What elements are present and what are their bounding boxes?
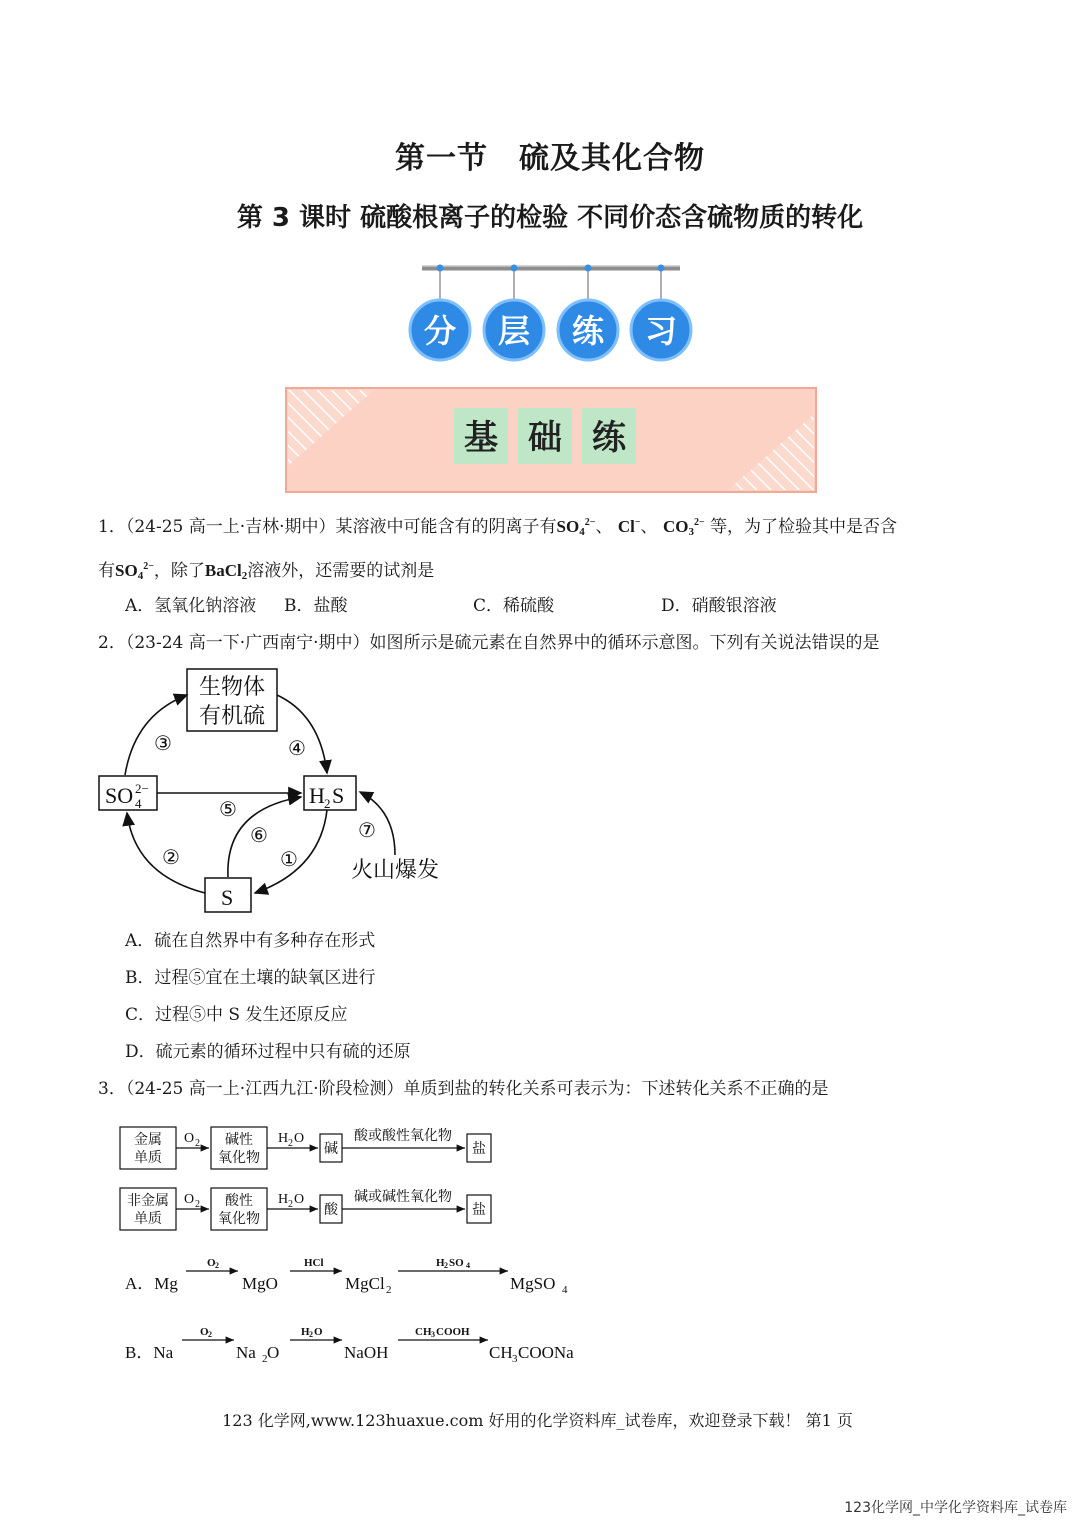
q1-stem-text-2: 等，为了检验其中是否含 [710, 517, 898, 537]
svg-text:3: 3 [512, 1353, 518, 1365]
svg-text:CH: CH [415, 1326, 432, 1338]
svg-text:2: 2 [262, 1353, 268, 1365]
q2-option-a[interactable]: A．硫在自然界中有多种存在形式 [125, 931, 376, 951]
q2-stem: 2．（23-24 高一下·广西南宁·期中）如图所示是硫元素在自然界中的循环示意图。下列有关说法错误的是 [98, 633, 880, 653]
acid-box: 酸 [324, 1202, 338, 1218]
page-title: 第一节 硫及其化合物 [395, 141, 705, 176]
q1-option-c[interactable]: C．稀硫酸 [473, 596, 555, 616]
box-organism-line2: 有机硫 [198, 704, 266, 729]
svg-text:COONa: COONa [518, 1343, 574, 1362]
svg-text:B．Na: B．Na [125, 1343, 174, 1362]
svg-text:2: 2 [386, 1284, 392, 1296]
svg-text:氧化物: 氧化物 [218, 1150, 260, 1166]
label-5: ⑤ [219, 797, 237, 821]
svg-text:2: 2 [288, 1199, 293, 1210]
badge-char: 习 [644, 312, 678, 350]
svg-text:H: H [436, 1257, 445, 1269]
q1-option-d[interactable]: D．硝酸银溶液 [661, 596, 777, 616]
svg-text:2: 2 [288, 1138, 293, 1149]
box-h2s: H [309, 783, 325, 808]
svg-text:2: 2 [309, 1330, 313, 1339]
label-7: ⑦ [358, 818, 376, 842]
base-label: 碱或碱性氧化物 [354, 1189, 452, 1205]
badge-char: 层 [497, 312, 531, 350]
volcano-label: 火山爆发 [350, 858, 440, 883]
svg-text:O: O [200, 1326, 209, 1338]
q1-stem-line2: 有$SO_4^{2-}$，除了BaCl$_2$溶液外，还需要的试剂是 [98, 561, 435, 582]
svg-text:SO: SO [449, 1257, 464, 1269]
section-char: 练 [592, 418, 626, 458]
conversion-diagram [118, 1122, 498, 1234]
section-char: 础 [528, 418, 562, 458]
svg-text:单质: 单质 [134, 1211, 162, 1227]
bacl2: BaCl$_2$ [204, 561, 248, 582]
label-2: ② [162, 845, 180, 869]
box-organism-line1: 生物体 [198, 675, 266, 700]
svg-text:4: 4 [562, 1284, 568, 1296]
q1-stem: 1．（24-25 高一上·吉林·期中）某溶液中可能含有的阴离子有$SO_4^{2-}$、 Cl−、 $CO_3^{2-}$ 等，为了检验其中是否含 [98, 517, 898, 538]
svg-text:O: O [184, 1192, 195, 1207]
layered-practice-badge [400, 258, 700, 368]
salt-box: 盐 [472, 1202, 486, 1218]
q3-stem: 3．（24-25 高一上·江西九江·阶段检测）单质到盐的转化关系可表示为：下述转化关系不正确的是 [98, 1079, 829, 1099]
sulfate-ion: $SO_4^{2-}$ [556, 517, 596, 538]
badge-char: 分 [423, 312, 457, 350]
sulfate-ion: $SO_4^{2-}$ [115, 561, 154, 582]
svg-text:2: 2 [324, 796, 331, 811]
svg-text:COOH: COOH [436, 1326, 470, 1338]
watermark: 123化学网_中学化学资料库_试卷库 [844, 1500, 1067, 1516]
svg-text:A．Mg: A．Mg [125, 1274, 178, 1293]
svg-text:MgSO: MgSO [510, 1274, 556, 1293]
label-6: ⑥ [250, 823, 268, 847]
q1-option-a[interactable]: A．氢氧化钠溶液 [125, 596, 257, 616]
svg-text:2−: 2− [135, 781, 149, 796]
svg-text:O: O [294, 1131, 305, 1146]
svg-text:O: O [294, 1192, 305, 1207]
svg-text:2: 2 [195, 1199, 200, 1210]
label-4: ④ [288, 736, 306, 760]
q1-option-b[interactable]: B．盐酸 [284, 596, 348, 616]
page-subtitle: 第 3 课时 硫酸根离子的检验 不同价态含硫物质的转化 [236, 203, 864, 233]
svg-text:氧化物: 氧化物 [218, 1211, 260, 1227]
salt-box: 盐 [472, 1141, 486, 1157]
label-1: ① [280, 847, 298, 871]
page-footer: 123 化学网,www.123huaxue.com 好用的化学资料库_试卷库，欢迎登录下载！ 第1 页 [222, 1411, 853, 1430]
acid-label: 酸或酸性氧化物 [354, 1128, 452, 1144]
svg-text:CH: CH [489, 1343, 513, 1362]
svg-text:2: 2 [208, 1330, 212, 1339]
svg-text:4: 4 [466, 1261, 470, 1270]
base-box: 碱 [324, 1141, 338, 1157]
svg-text:O: O [314, 1326, 323, 1338]
q2-option-d[interactable]: D．硫元素的循环过程中只有硫的还原 [125, 1042, 411, 1062]
acidic-oxide-box: 酸性 [225, 1193, 253, 1209]
metal-element-box: 金属 [134, 1132, 162, 1148]
svg-text:3: 3 [431, 1330, 435, 1339]
svg-text:4: 4 [135, 796, 142, 811]
section-banner [284, 386, 819, 496]
q1-stem-text: 1．（24-25 高一上·吉林·期中）某溶液中可能含有的阴离子有 [98, 517, 557, 537]
svg-text:O: O [267, 1343, 280, 1362]
svg-text:Na: Na [236, 1343, 256, 1362]
svg-text:NaOH: NaOH [344, 1343, 389, 1362]
carbonate-ion: $CO_3^{2-}$ [662, 517, 705, 538]
q2-option-c[interactable]: C．过程⑤中 S 发生还原反应 [125, 1005, 348, 1025]
svg-text:2: 2 [215, 1261, 219, 1270]
q3-option-b[interactable] [120, 1321, 600, 1366]
sulfur-cycle-diagram [95, 665, 455, 920]
svg-text:O: O [207, 1257, 216, 1269]
svg-text:H: H [301, 1326, 310, 1338]
svg-text:MgO: MgO [242, 1274, 278, 1293]
label-3: ③ [154, 731, 172, 755]
box-sulfate: SO [105, 783, 134, 808]
section-char: 基 [464, 418, 498, 458]
svg-text:MgCl: MgCl [345, 1274, 385, 1293]
badge-char: 练 [571, 312, 605, 350]
q2-option-b[interactable]: B．过程⑤宜在土壤的缺氧区进行 [125, 968, 376, 988]
svg-text:O: O [184, 1131, 195, 1146]
svg-text:S: S [332, 783, 345, 808]
svg-text:HCl: HCl [304, 1257, 324, 1269]
svg-text:单质: 单质 [134, 1150, 162, 1166]
svg-text:H: H [278, 1131, 289, 1146]
svg-text:2: 2 [195, 1138, 200, 1149]
chloride-ion: Cl− [617, 517, 641, 536]
nonmetal-element-box: 非金属 [127, 1193, 169, 1209]
svg-text:2: 2 [444, 1261, 448, 1270]
q3-option-a[interactable] [120, 1252, 600, 1297]
basic-oxide-box: 碱性 [225, 1132, 253, 1148]
svg-text:H: H [278, 1192, 289, 1207]
box-sulfur: S [221, 885, 234, 910]
